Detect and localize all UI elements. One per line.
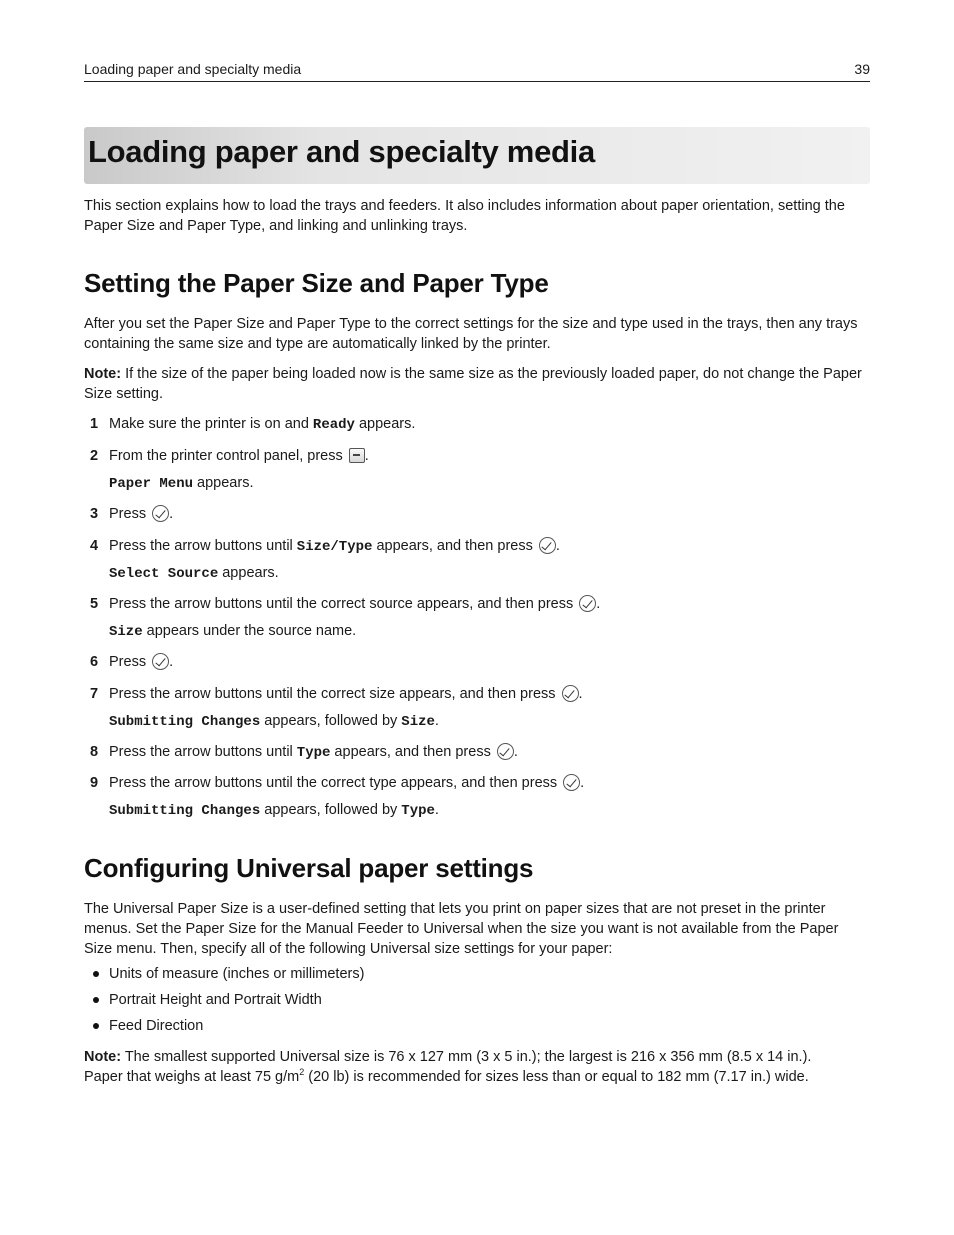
- display-text-ready: Ready: [312, 417, 355, 433]
- result-text: appears under the source name.: [142, 623, 357, 639]
- step-text: Press the arrow buttons until: [109, 744, 297, 760]
- section1-intro: After you set the Paper Size and Paper Type to the correct settings for the size and type used in the trays, then any trays containing the same size and type are automatically linked by the printer.: [84, 316, 858, 352]
- select-check-icon: [562, 685, 579, 702]
- note-text: If the size of the paper being loaded now is the same size as the previously loaded paper, do not change the Paper Size setting.: [84, 366, 862, 402]
- display-text-select-source: Select Source: [109, 566, 219, 582]
- section-title-universal-settings: Configuring Universal paper settings: [84, 853, 534, 883]
- superscript: 2: [299, 1067, 305, 1078]
- step-text: Press the arrow buttons until: [109, 538, 297, 554]
- step-text: Press the arrow buttons until the correct source appears, and then press: [109, 596, 578, 612]
- result-text: appears.: [218, 565, 279, 581]
- list-item-text: Portrait Height and Portrait Width: [109, 992, 322, 1008]
- step-text-end: .: [513, 744, 518, 760]
- step-text: Press: [109, 654, 151, 670]
- running-header: [84, 60, 870, 82]
- display-text-type: Type: [401, 803, 435, 819]
- step-number: 2: [90, 448, 99, 464]
- select-check-icon: [539, 537, 556, 554]
- result-text-end: .: [434, 713, 439, 729]
- step-text: Make sure the printer is on and: [109, 416, 313, 432]
- bullet-icon: [93, 971, 99, 977]
- page-number: 39: [854, 61, 870, 77]
- step-number: 4: [90, 538, 99, 554]
- step-9-result: [109, 800, 439, 821]
- select-check-icon: [152, 505, 169, 522]
- step-number: 6: [90, 654, 99, 670]
- step-text: Press the arrow buttons until the correct size appears, and then press: [109, 686, 560, 702]
- display-text-paper-menu: Paper Menu: [109, 476, 194, 492]
- step-4-result: [109, 563, 279, 584]
- step-text-end: .: [578, 686, 583, 702]
- section-title-paper-size-type: Setting the Paper Size and Paper Type: [84, 268, 549, 298]
- step-text: From the printer control panel, press: [109, 448, 347, 464]
- menu-button-icon: [349, 448, 365, 463]
- select-check-icon: [497, 743, 514, 760]
- result-text: appears.: [193, 475, 254, 491]
- result-text: appears, followed by: [260, 713, 402, 729]
- note-label: Note:: [84, 366, 122, 382]
- section2-intro: The Universal Paper Size is a user-defined setting that lets you print on paper sizes that are not preset in the printer menus. Set the Paper Size for the Manual Feeder to Universal when the size you want is not available from the Paper Size menu. Then, specify all of the following Universal size settings for your paper:: [84, 901, 839, 957]
- step-number: 5: [90, 596, 99, 612]
- section2-note: [84, 1047, 870, 1087]
- step-text-end: .: [555, 538, 560, 554]
- step-text-middle: appears, and then press: [372, 538, 537, 554]
- step-number: 8: [90, 744, 99, 760]
- step-number: 1: [90, 416, 99, 432]
- display-text-size: Size: [109, 624, 143, 640]
- step-number: 9: [90, 775, 99, 791]
- note-text-line1: The smallest supported Universal size is 76 x 127 mm (3 x 5 in.); the largest is 216 x 356 mm (8.5 x 14 in.).: [121, 1049, 812, 1065]
- step-text: Press the arrow buttons until the correct type appears, and then press: [109, 775, 562, 791]
- display-text-type: Type: [296, 745, 331, 761]
- display-text-size: Size: [401, 714, 435, 730]
- result-text: appears, followed by: [260, 802, 402, 818]
- chapter-title: Loading paper and specialty media: [88, 134, 595, 169]
- step-text: Press: [109, 506, 151, 522]
- note-text-line2a: Paper that weighs at least 75 g/m: [84, 1069, 300, 1085]
- display-text-size-type: Size/Type: [296, 539, 373, 555]
- running-title: Loading paper and specialty media: [84, 61, 302, 77]
- step-7-result: [109, 711, 439, 732]
- bullet-icon: [93, 997, 99, 1003]
- step-2-result: [109, 473, 253, 494]
- step-5-result: [109, 621, 356, 642]
- step-text-end: .: [580, 775, 585, 791]
- step-text-end: appears.: [354, 416, 416, 432]
- step-text-end: .: [364, 448, 369, 464]
- step-text-end: .: [596, 596, 601, 612]
- note-text-line2b: (20 lb) is recommended for sizes less than or equal to 182 mm (7.17 in.) wide.: [304, 1069, 809, 1085]
- display-text-submitting-changes: Submitting Changes: [109, 803, 261, 819]
- step-text-end: .: [169, 506, 174, 522]
- chapter-intro: This section explains how to load the trays and feeders. It also includes information about paper orientation, setting the Paper Size and Paper Type, and linking and unlinking trays.: [84, 198, 845, 234]
- list-item-text: Units of measure (inches or millimeters): [109, 966, 365, 982]
- chapter-banner: [84, 127, 870, 184]
- select-check-icon: [563, 774, 580, 791]
- note-label: Note:: [84, 1049, 122, 1065]
- bullet-icon: [93, 1023, 99, 1029]
- step-number: 7: [90, 686, 99, 702]
- section1-note: [84, 364, 870, 404]
- display-text-submitting-changes: Submitting Changes: [109, 714, 261, 730]
- step-text-end: .: [169, 654, 174, 670]
- list-item-text: Feed Direction: [109, 1018, 204, 1034]
- select-check-icon: [152, 653, 169, 670]
- step-number: 3: [90, 506, 99, 522]
- result-text-end: .: [434, 802, 439, 818]
- select-check-icon: [579, 595, 596, 612]
- step-text-middle: appears, and then press: [330, 744, 495, 760]
